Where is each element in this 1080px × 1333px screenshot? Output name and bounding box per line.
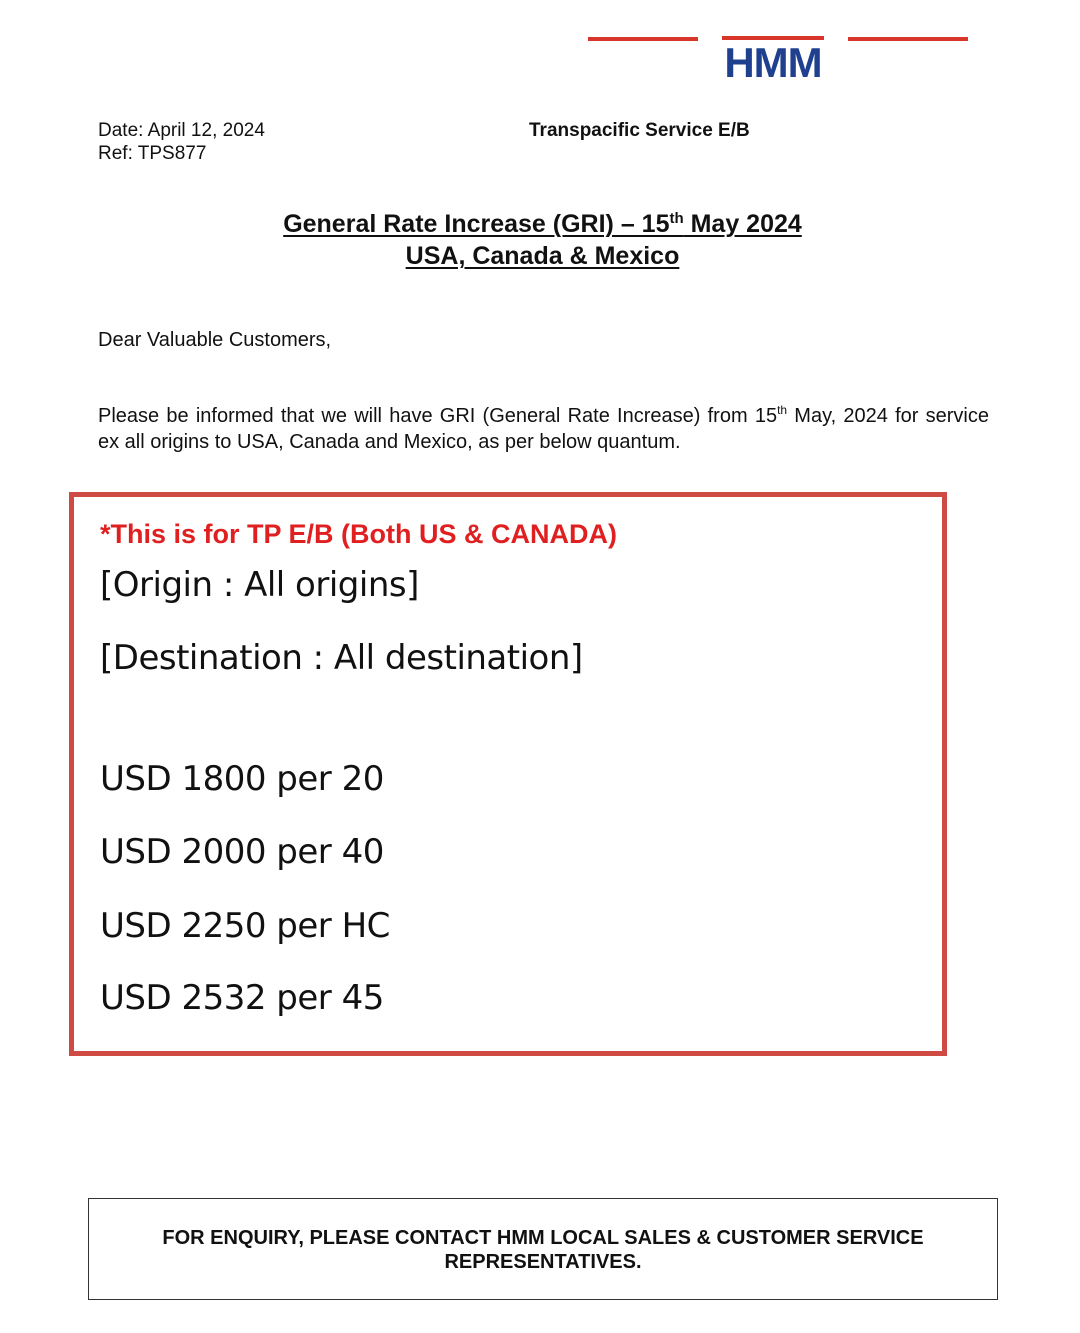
letter-body — [98, 403, 989, 455]
document-date: Date: April 12, 2024 — [98, 120, 265, 141]
enquiry-box — [88, 1198, 998, 1300]
letter-body-sup: th — [777, 403, 788, 417]
scope-note: *This is for TP E/B (Both US & CANADA) — [100, 519, 618, 549]
greeting: Dear Valuable Customers, — [98, 329, 332, 351]
hmm-logo — [710, 30, 836, 88]
document-ref: Ref: TPS877 — [98, 143, 207, 164]
logo-text: HMM — [724, 39, 822, 86]
rate-line-20: USD 1800 per 20 — [100, 759, 384, 799]
enquiry-line-1: FOR ENQUIRY, PLEASE CONTACT HMM LOCAL SALES & CUSTOMER SERVICE — [162, 1227, 924, 1249]
title-line-1 — [283, 210, 802, 238]
logo-rule-left — [588, 37, 698, 41]
document-meta — [98, 119, 265, 165]
origin-line: [Origin : All origins] — [100, 565, 419, 605]
enquiry-line-2: REPRESENTATIVES. — [444, 1251, 642, 1273]
title-line-2: USA, Canada & Mexico — [405, 242, 680, 270]
rate-line-hc: USD 2250 per HC — [100, 906, 390, 946]
title-line-1-sup: th — [669, 210, 684, 227]
rate-box — [69, 492, 947, 1056]
letter-body-end: May, 2024 for service ex all origins to USA, Canada and Mexico, as per below quantum. — [98, 405, 989, 453]
rate-line-45: USD 2532 per 45 — [100, 978, 384, 1018]
letter-body-start: Please be informed that we will have GRI (General Rate Increase) from 15 — [98, 405, 778, 427]
enquiry-text — [89, 1226, 997, 1274]
destination-line: [Destination : All destination] — [100, 638, 583, 678]
title-line-1-text: General Rate Increase (GRI) – 15 — [283, 210, 670, 238]
rate-line-40: USD 2000 per 40 — [100, 832, 384, 872]
notice-title — [0, 208, 1080, 272]
logo-rule-right — [848, 37, 968, 41]
service-name: Transpacific Service E/B — [529, 120, 750, 141]
title-line-1-text-end: May 2024 — [683, 210, 802, 238]
